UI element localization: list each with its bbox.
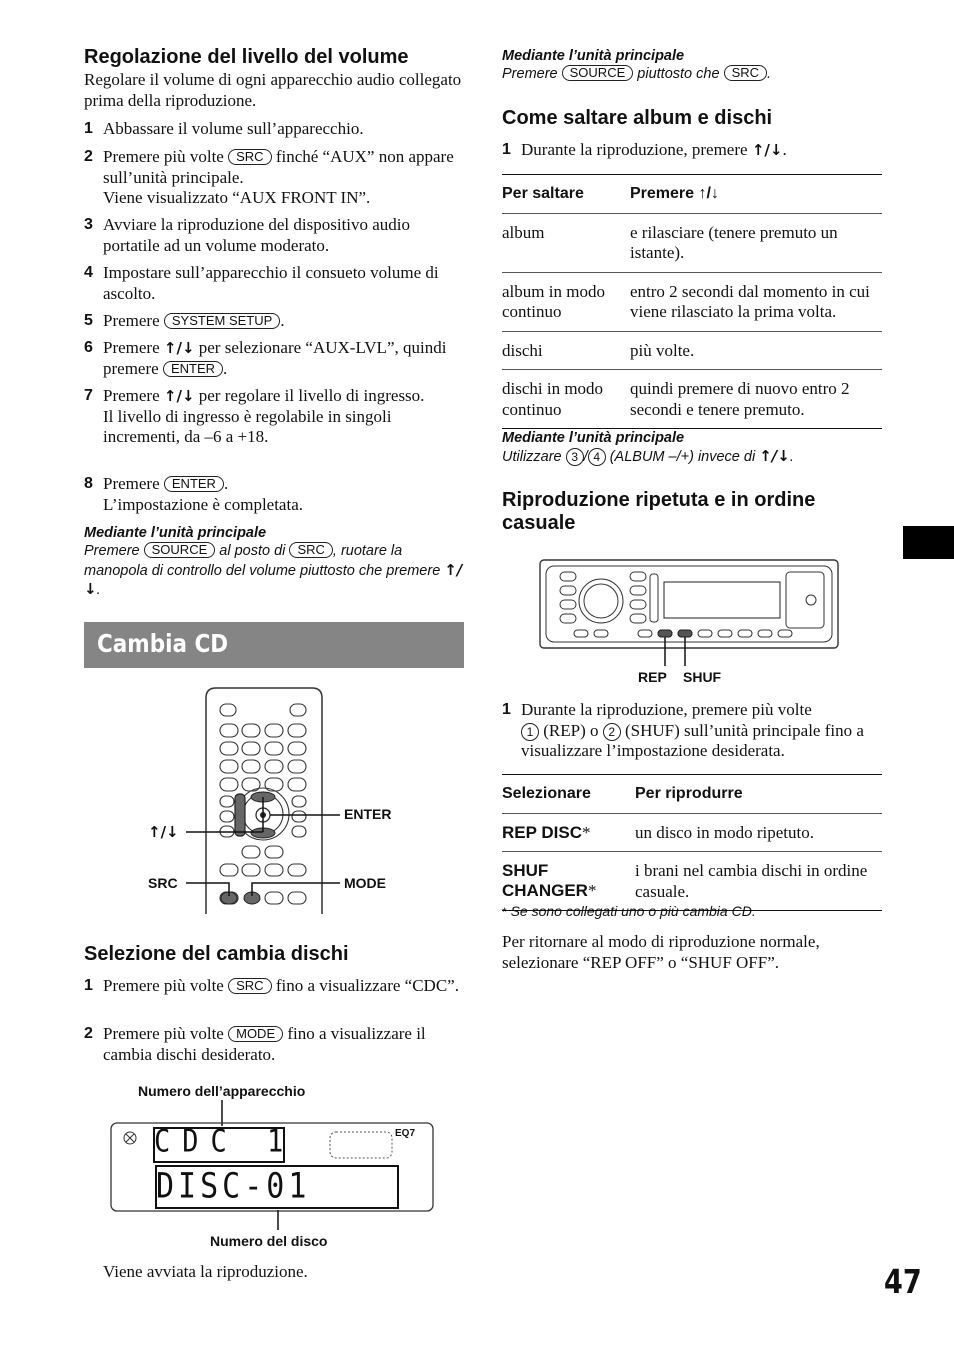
label-disc-number: Numero del disco [210, 1233, 328, 1249]
table-row: REP DISC* un disco in modo ripetuto. [502, 813, 882, 852]
selection-step-2: 2 Premere più volte MODE fino a visualizzare il cambia dischi desiderato. [84, 1024, 426, 1064]
src-key: SRC [289, 542, 332, 558]
up-down-arrow-icon: ↑/↓ [163, 387, 195, 405]
repeat-table: Selezionare Per riprodurre REP DISC* un disco in modo ripetuto. SHUF CHANGER* i brani nel cambia dischi in ordine casuale. [502, 774, 882, 911]
selection-step-1: 1 Premere più volte SRC fino a visualizzare “CDC”. [84, 976, 459, 995]
skip-table: Per saltare Premere ↑/↓ album e rilasciare (tenere premuto un istante). album in modo continuo entro 2 secondi dal momento in cui viene rilasciato la prima volta. dischi più volte. dischi in modo continuo quindi premere di nuovo entro 2 secondi e tenere premuto. [502, 174, 882, 429]
label-src: SRC [148, 875, 178, 891]
display-top-text: CDC 1 [154, 1123, 296, 1160]
eq-indicator: EQ7 [395, 1128, 416, 1139]
playback-started: Viene avviata la riproduzione. [103, 1262, 308, 1281]
table-row: album e rilasciare (tenere premuto un istante). [502, 213, 882, 272]
key-3: 3 [566, 448, 584, 466]
note-title: Mediante l’unità principale [502, 48, 685, 64]
label-mode: MODE [344, 875, 386, 891]
enter-key: ENTER [164, 476, 224, 492]
up-down-arrow-icon: ↑/↓ [163, 339, 195, 357]
skip-step-1: 1 Durante la riproduzione, premere ↑/↓. [502, 140, 787, 159]
section-banner: Cambia CD [84, 622, 464, 668]
section-title-skip: Come saltare album e dischi [502, 107, 773, 129]
section-title-repeat: Riproduzione ripetuta e in ordine casuale [502, 489, 816, 534]
label-enter: ENTER [344, 806, 392, 822]
note-text: Utilizzare 3 / 4 (ALBUM –/+) invece di ↑/↓. [502, 447, 794, 465]
section-title-selection: Selezione del cambia dischi [84, 943, 349, 965]
system-setup-key: SYSTEM SETUP [164, 313, 280, 329]
volume-step-5: 5 Premere SYSTEM SETUP . [84, 311, 285, 330]
label-unit-number: Numero dell’apparecchio [138, 1083, 306, 1099]
src-key: SRC [228, 149, 271, 165]
source-key: SOURCE [562, 65, 634, 81]
footnote: * Se sono collegati uno o più cambia CD. [502, 903, 756, 919]
src-key: SRC [724, 65, 767, 81]
volume-step-4: 4 Impostare sull’apparecchio il consueto volume di ascolto. [84, 263, 439, 303]
src-key: SRC [228, 978, 271, 994]
volume-intro: Regolare il volume di ogni apparecchio audio collegato prima della riproduzione. [84, 70, 462, 110]
volume-step-7: 7 Premere ↑/↓ per regolare il livello di ingresso. Il livello di ingresso è regolabile in singoli incrementi, da –6 a +18. [84, 386, 425, 446]
display-bottom-text: DISC-01 [156, 1166, 311, 1207]
label-shuf: SHUF [683, 669, 722, 685]
page-tab-marker [903, 526, 954, 559]
up-down-arrow-icon: ↑/↓ [148, 823, 179, 841]
key-4: 4 [588, 448, 606, 466]
source-key: SOURCE [144, 542, 216, 558]
volume-step-2: 2 Premere più volte SRC finché “AUX” non appare sull’unità principale. Viene visualizzato “AUX FRONT IN”. [84, 147, 454, 207]
key-2: 2 [603, 723, 621, 741]
up-down-arrow-icon: ↑/↓ [751, 141, 783, 159]
volume-step-8: 8 Premere ENTER . L’impostazione è completata. [84, 474, 303, 514]
note-text: Premere SOURCE al posto di SRC , ruotare la manopola di controllo del volume piuttosto che premere ↑/↓. [84, 542, 463, 598]
table-row: dischi in modo continuo quindi premere di nuovo entro 2 secondi e tenere premuto. [502, 370, 882, 429]
section-title-volume: Regolazione del livello del volume [84, 46, 409, 68]
return-normal-text: Per ritornare al modo di riproduzione normale, selezionare “REP OFF” o “SHUF OFF”. [502, 932, 820, 972]
enter-key: ENTER [163, 361, 223, 377]
table-row: dischi più volte. [502, 331, 882, 370]
mode-key: MODE [228, 1026, 283, 1042]
table-row: SHUF CHANGER* i brani nel cambia dischi in ordine casuale. [502, 852, 882, 911]
note-title: Mediante l’unità principale [502, 430, 685, 446]
up-down-arrow-icon: ↑/↓ [759, 447, 790, 465]
volume-step-1: 1 Abbassare il volume sull’apparecchio. [84, 119, 364, 138]
note-title: Mediante l’unità principale [84, 525, 267, 541]
up-down-arrow-icon: ↑/↓ [84, 560, 463, 598]
note-text: Premere SOURCE piuttosto che SRC . [502, 65, 772, 82]
repeat-step-1: 1 Durante la riproduzione, premere più volte 1 (REP) o 2 (SHUF) sull’unità principale fino a visualizzare l’impostazione desiderata. [502, 700, 864, 760]
page-number: 47 [884, 1262, 922, 1301]
volume-step-3: 3 Avviare la riproduzione del dispositivo audio portatile ad un volume moderato. [84, 215, 411, 255]
volume-step-6: 6 Premere ↑/↓ per selezionare “AUX-LVL”, quindi premere ENTER . [84, 338, 447, 378]
head-unit-illustration [538, 558, 842, 668]
key-1: 1 [521, 723, 539, 741]
table-row: album in modo continuo entro 2 secondi dal momento in cui viene rilasciato la prima volta. [502, 272, 882, 331]
label-rep: REP [638, 669, 667, 685]
